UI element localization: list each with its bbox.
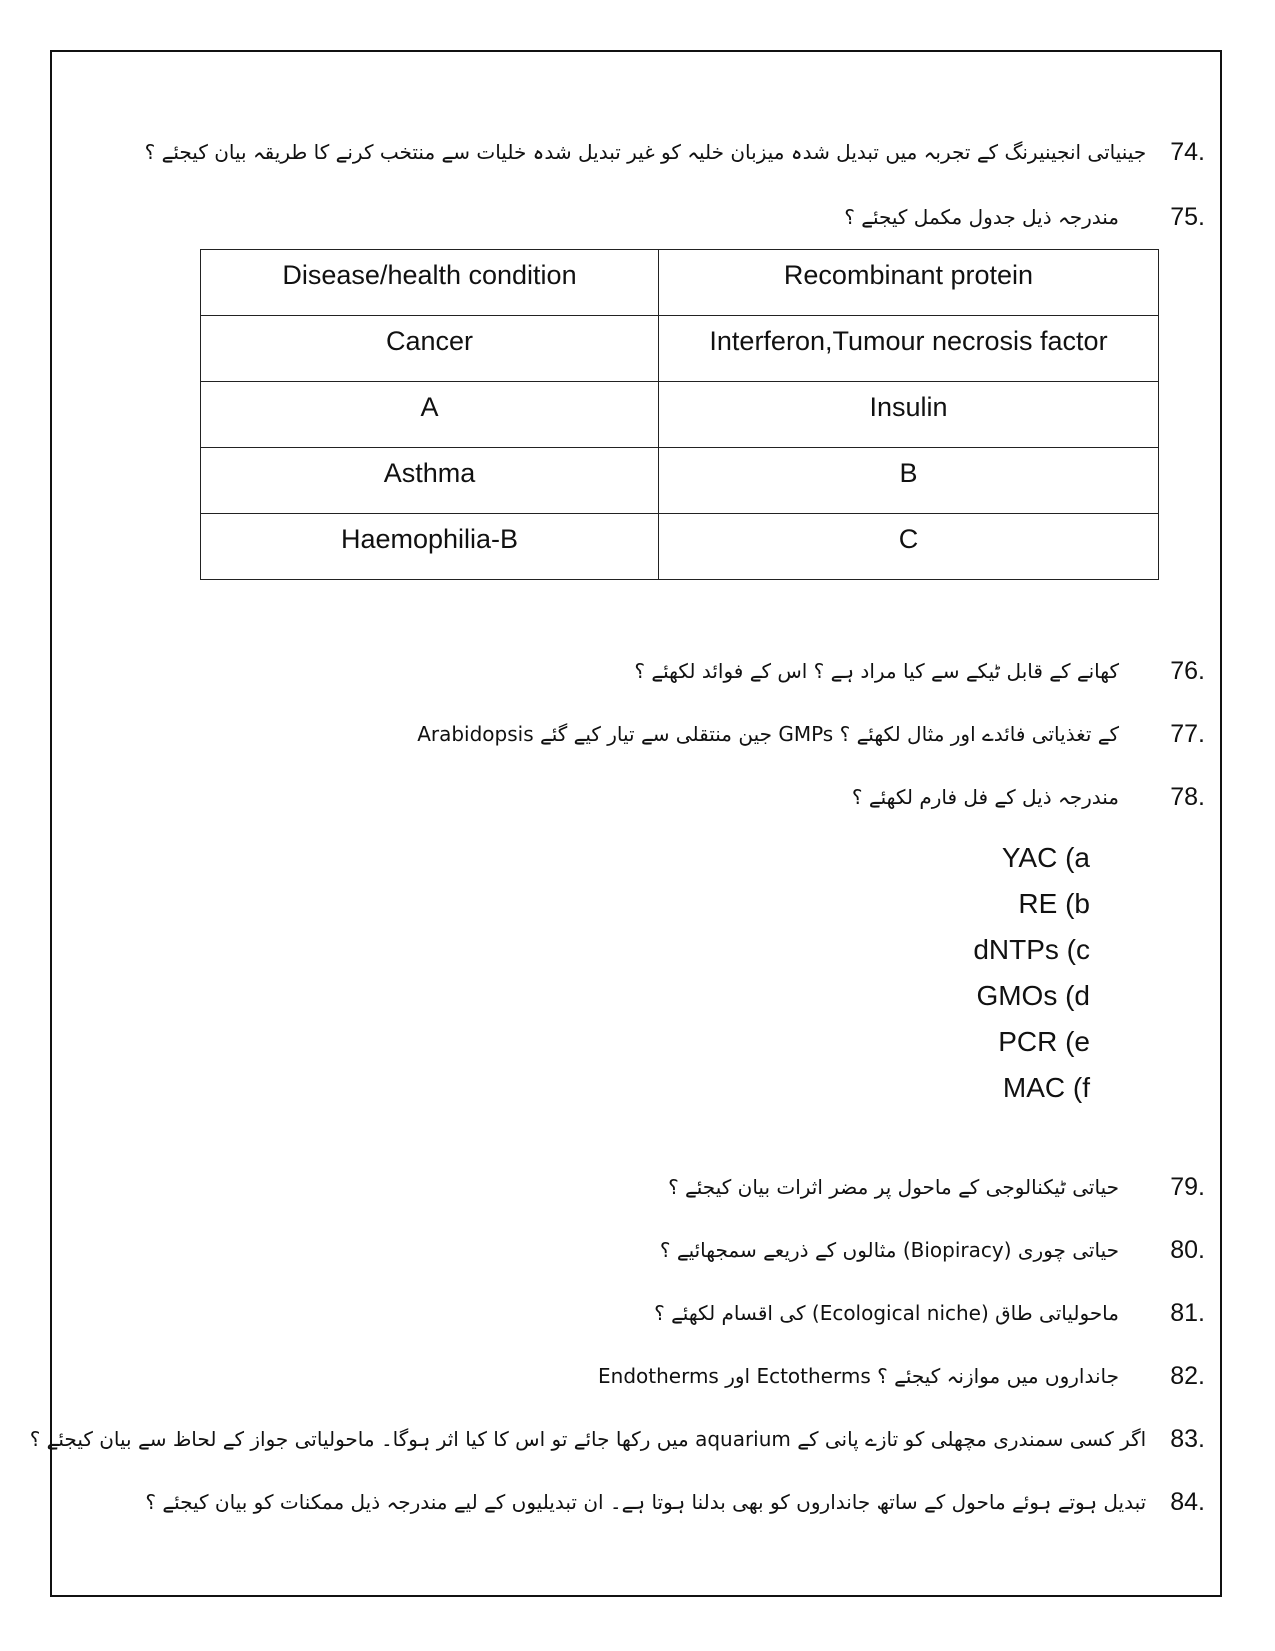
question-80 xyxy=(150,1227,1205,1273)
table-cell: Asthma xyxy=(201,448,659,514)
question-82 xyxy=(150,1353,1205,1399)
question-number: 77. xyxy=(1170,719,1205,748)
question-text: Endotherms اور Ectotherms جانداروں میں موازنہ کیجئے ؟ xyxy=(598,1364,1119,1388)
table-cell: B xyxy=(659,448,1159,514)
table-row xyxy=(201,316,1159,382)
question-text: حیاتی چوری (Biopiracy) مثالوں کے ذریعے سمجھائیے ؟ xyxy=(659,1238,1119,1262)
full-form-item-f: MAC (f xyxy=(1002,1072,1090,1103)
full-form-item-c: dNTPs (c xyxy=(973,934,1090,965)
question-83 xyxy=(29,1416,1205,1462)
question-text: تبدیل ہوتے ہوئے ماحول کے ساتھ جانداروں کو بھی بدلنا ہوتا ہے۔ ان تبدیلیوں کے لیے مندرجہ ذیل ممکنات کو بیان کیجئے ؟ xyxy=(145,1490,1147,1514)
full-form-item-d: GMOs (d xyxy=(976,980,1090,1011)
question-text: اگر کسی سمندری مچھلی کو تازے پانی کے aquarium میں رکھا جائے تو اس کا کیا اثر ہوگا۔ ماحولیاتی جواز کے لحاظ سے بیان کیجئے ؟ xyxy=(29,1427,1147,1451)
question-text: کھانے کے قابل ٹیکے سے کیا مراد ہے ؟ اس کے فوائد لکھئے ؟ xyxy=(634,659,1119,683)
full-form-item-b: RE (b xyxy=(1018,888,1090,919)
question-77 xyxy=(150,711,1205,757)
question-number: 76. xyxy=(1170,656,1205,685)
question-79 xyxy=(150,1164,1205,1210)
question-number: 80. xyxy=(1170,1235,1205,1264)
table-header-row xyxy=(201,250,1159,316)
table-row xyxy=(201,382,1159,448)
question-number: 79. xyxy=(1170,1172,1205,1201)
question-75 xyxy=(150,194,1205,240)
question-78 xyxy=(150,774,1205,820)
full-form-item-a: YAC (a xyxy=(1001,842,1090,873)
table-header-cell: Recombinant protein xyxy=(659,250,1159,316)
table-row xyxy=(201,514,1159,580)
question-number: 84. xyxy=(1170,1487,1205,1516)
full-form-item-e: PCR (e xyxy=(998,1026,1090,1057)
question-76 xyxy=(150,648,1205,694)
question-text: ماحولیاتی طاق (Ecological niche) کی اقسام لکھئے ؟ xyxy=(654,1301,1119,1325)
question-text: Arabidopsis جین منتقلی سے تیار کیے گئے GMPs کے تغذیاتی فائدے اور مثال لکھئے ؟ xyxy=(417,722,1119,746)
protein-table xyxy=(200,249,1159,580)
table-cell: Insulin xyxy=(659,382,1159,448)
table-cell: Cancer xyxy=(201,316,659,382)
question-number: 78. xyxy=(1170,782,1205,811)
question-number: 81. xyxy=(1170,1298,1205,1327)
table-cell: Haemophilia-B xyxy=(201,514,659,580)
question-84 xyxy=(145,1479,1205,1525)
question-number: 83. xyxy=(1170,1424,1205,1453)
question-text: مندرجہ ذیل جدول مکمل کیجئے ؟ xyxy=(844,205,1119,229)
question-number: 82. xyxy=(1170,1361,1205,1390)
question-number: 75. xyxy=(1170,202,1205,231)
question-text: حیاتی ٹیکنالوجی کے ماحول پر مضر اثرات بیان کیجئے ؟ xyxy=(668,1175,1119,1199)
table-header-cell: Disease/health condition xyxy=(201,250,659,316)
table-cell: Interferon,Tumour necrosis factor xyxy=(659,316,1159,382)
question-81 xyxy=(150,1290,1205,1336)
question-number: 74. xyxy=(1170,137,1205,166)
table-cell: A xyxy=(201,382,659,448)
question-text: مندرجہ ذیل کے فل فارم لکھئے ؟ xyxy=(851,785,1119,809)
question-text: جینیاتی انجینیرنگ کے تجربہ میں تبدیل شدہ میزبان خلیہ کو غیر تبدیل شدہ خلیات سے منتخب کرنے کا طریقہ بیان کیجئے ؟ xyxy=(144,140,1147,164)
question-74 xyxy=(144,129,1205,175)
table-row xyxy=(201,448,1159,514)
table-cell: C xyxy=(659,514,1159,580)
